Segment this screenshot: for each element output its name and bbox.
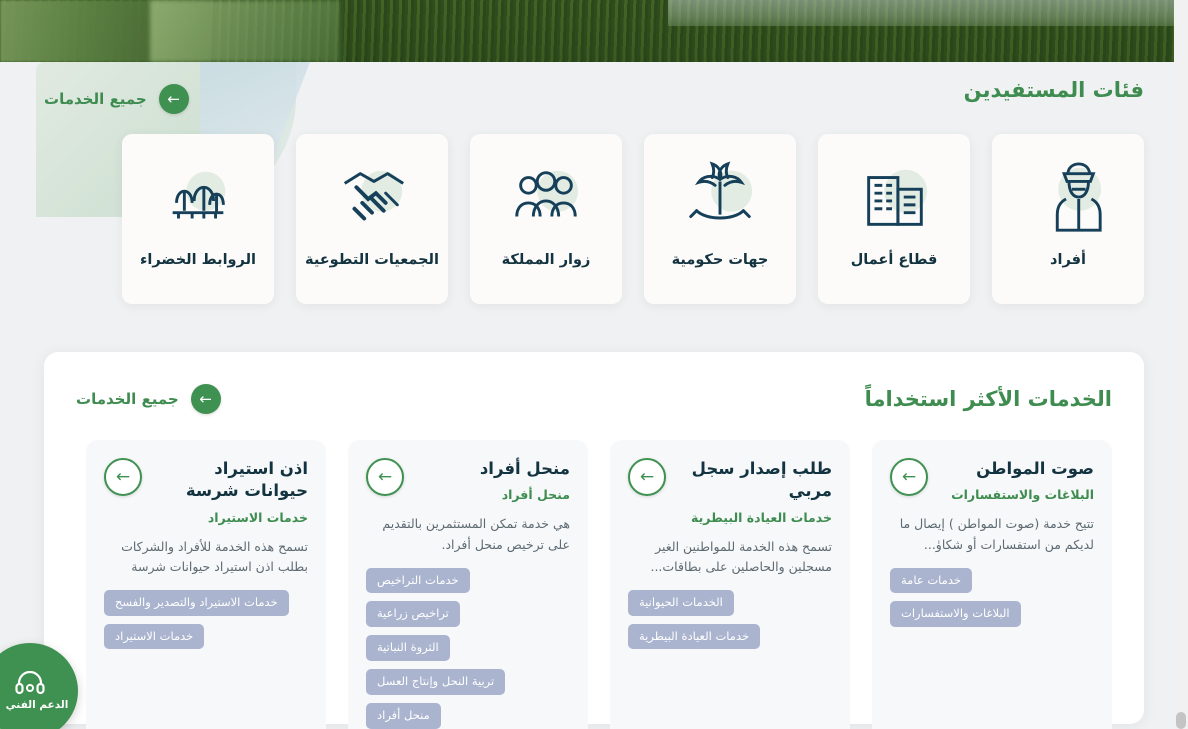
service-tag[interactable]: البلاغات والاستفسارات: [890, 601, 1021, 627]
service-tag[interactable]: الخدمات الحيوانية: [628, 590, 734, 616]
service-card-header: [890, 458, 1094, 502]
most-used-header: [76, 384, 1112, 414]
headset-chat-icon: [15, 671, 45, 697]
service-tag[interactable]: تراخيص زراعية: [366, 601, 460, 627]
category-label: الروابط الخضراء: [140, 252, 256, 268]
service-card-breeder-registry[interactable]: [610, 440, 850, 729]
arrow-left-icon[interactable]: ←: [628, 458, 666, 496]
most-used-services-panel: [44, 352, 1144, 724]
service-subtitle: البلاغات والاستفسارات: [951, 487, 1094, 503]
service-tags: [890, 568, 1094, 628]
service-description: تسمح هذه الخدمة للأفراد والشركات بطلب اذن استيراد حيوانات شرسة: [121, 538, 308, 575]
hero-banner-image: [0, 0, 1188, 62]
service-tag[interactable]: الثروة النباتية: [366, 635, 450, 661]
hero-sky: [668, 0, 1188, 26]
handshake-icon: [333, 160, 411, 238]
scrollbar-thumb[interactable]: [1176, 712, 1186, 729]
service-tags: [628, 590, 832, 650]
service-card-texts: [676, 458, 832, 525]
most-used-title: الخدمات الأكثر استخداماً: [864, 387, 1112, 411]
service-card-header: [628, 458, 832, 525]
category-label: أفراد: [1050, 252, 1086, 268]
categories-section-header: [964, 78, 1144, 102]
service-tag[interactable]: خدمات العيادة البيطرية: [628, 624, 760, 650]
service-tags: [104, 590, 308, 650]
service-tag[interactable]: خدمات الاستيراد والتصدير والفسح: [104, 590, 289, 616]
person-thobe-icon: [1029, 160, 1107, 238]
category-card-business[interactable]: [818, 134, 970, 304]
category-card-government[interactable]: [644, 134, 796, 304]
service-title: طلب إصدار سجل مربي: [691, 459, 832, 501]
service-description: هي خدمة تمكن المستثمرين بالتقديم على ترخيص منحل أفراد.: [382, 516, 570, 552]
arrow-left-icon[interactable]: ←: [159, 84, 189, 114]
category-card-individuals[interactable]: [992, 134, 1144, 304]
service-tag[interactable]: خدمات التراخيص: [366, 568, 470, 594]
service-description: تسمح هذه الخدمة للمواطنين الغير مسجلين والحاصلين على بطاقات...: [650, 538, 832, 575]
service-card-header: [104, 458, 308, 525]
service-subtitle: منحل أفراد: [501, 487, 570, 503]
group-people-icon: [507, 160, 585, 238]
support-widget-label: الدعم الفني: [5, 699, 69, 711]
service-tag[interactable]: منحل أفراد: [366, 703, 441, 729]
service-subtitle: خدمات الاستيراد: [207, 509, 308, 525]
arrow-left-icon[interactable]: ←: [366, 458, 404, 496]
page-title: فئات المستفيدين: [963, 78, 1144, 102]
most-used-all-services-link[interactable]: [76, 384, 221, 414]
service-tags: [366, 568, 570, 729]
hero-blur-mid: [150, 0, 340, 62]
service-card-texts: [414, 458, 570, 502]
service-card-texts: [938, 458, 1094, 502]
category-label: زوار المملكة: [501, 252, 591, 268]
service-title: منحل أفراد: [479, 459, 570, 478]
palm-swords-icon: [681, 160, 759, 238]
plants-group-icon: [159, 160, 237, 238]
category-card-visitors[interactable]: [470, 134, 622, 304]
category-label: قطاع أعمال: [850, 252, 938, 268]
page-scrollbar[interactable]: [1174, 0, 1188, 729]
category-label: الجمعيات التطوعية: [305, 252, 439, 268]
service-tag[interactable]: خدمات عامة: [890, 568, 972, 594]
service-card-import-permit[interactable]: [86, 440, 326, 729]
categories-all-services-link[interactable]: [44, 84, 189, 114]
categories-all-services-label: جميع الخدمات: [44, 90, 147, 108]
service-description: تتيح خدمة (صوت المواطن ) إيصال ما لديكم من استفسارات أو شكاوٰ...: [899, 516, 1094, 552]
services-row: [86, 440, 1112, 729]
category-label: جهات حكومية: [671, 252, 769, 268]
arrow-left-icon[interactable]: ←: [191, 384, 221, 414]
most-used-all-services-label: جميع الخدمات: [76, 390, 179, 408]
category-card-charities[interactable]: [296, 134, 448, 304]
service-tag[interactable]: خدمات الاستيراد: [104, 624, 204, 650]
category-card-green-associations[interactable]: [122, 134, 274, 304]
service-tag[interactable]: تربية النحل وإنتاج العسل: [366, 669, 505, 695]
service-card-individual-apiary[interactable]: [348, 440, 588, 729]
service-title: صوت المواطن: [976, 459, 1094, 478]
arrow-left-icon[interactable]: ←: [890, 458, 928, 496]
service-card-texts: [152, 458, 308, 525]
service-subtitle: خدمات العيادة البيطرية: [691, 509, 832, 525]
service-title: اذن استيراد حيوانات شرسة: [185, 459, 308, 501]
categories-row: [122, 134, 1144, 304]
arrow-left-icon[interactable]: ←: [104, 458, 142, 496]
service-card-citizen-voice[interactable]: [872, 440, 1112, 729]
buildings-icon: [855, 160, 933, 238]
service-card-header: [366, 458, 570, 502]
